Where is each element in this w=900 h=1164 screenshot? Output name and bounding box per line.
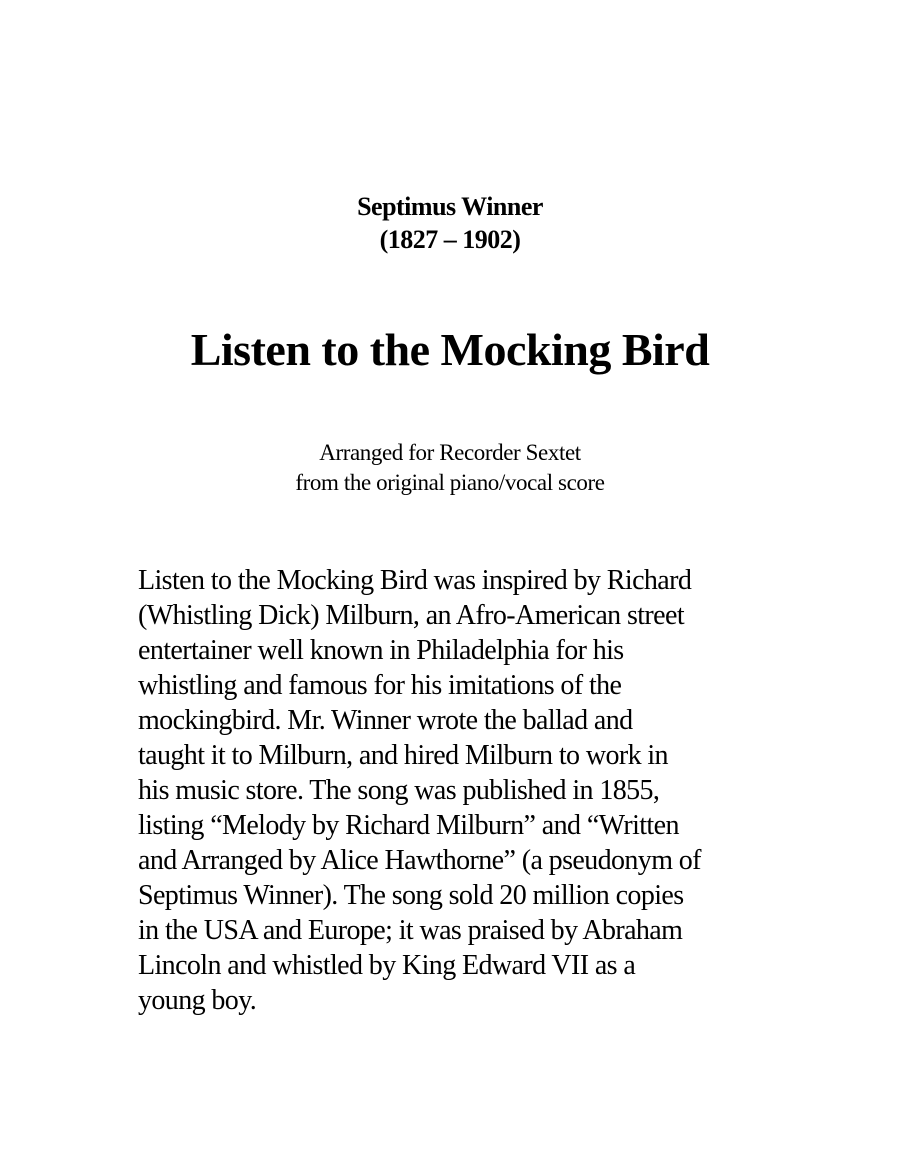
arrangement-line-2: from the original piano/vocal score [295,470,605,495]
paragraph-line: Listen to the Mocking Bird was inspired by Richard [138,565,692,596]
arrangement-note [0,438,900,498]
page-title: Listen to the Mocking Bird [190,324,710,375]
paragraph-line: in the USA and Europe; it was praised by Abraham [138,915,683,946]
composer-dates: (1827 – 1902) [379,225,521,254]
paragraph-line: entertainer well known in Philadelphia for his [138,635,624,666]
arrangement-line-1: Arranged for Recorder Sextet [319,440,581,465]
paragraph-line: whistling and famous for his imitations of the [138,670,622,701]
paragraph-line: young boy. [138,985,257,1016]
composer-name: Septimus Winner [357,192,543,221]
paragraph-line: Lincoln and whistled by King Edward VII as a [138,950,636,981]
paragraph-line: mockingbird. Mr. Winner wrote the ballad and [138,705,633,736]
composer-block [0,190,900,256]
paragraph-line: (Whistling Dick) Milburn, an Afro-American street [138,600,684,631]
paragraph-line: and Arranged by Alice Hawthorne” (a pseudonym of [138,845,701,876]
body-paragraph [138,563,798,1018]
paragraph-line: Septimus Winner). The song sold 20 million copies [138,880,684,911]
paragraph-line: his music store. The song was published in 1855, [138,775,660,806]
paragraph-line: listing “Melody by Richard Milburn” and “Written [138,810,679,841]
paragraph-line: taught it to Milburn, and hired Milburn to work in [138,740,668,771]
